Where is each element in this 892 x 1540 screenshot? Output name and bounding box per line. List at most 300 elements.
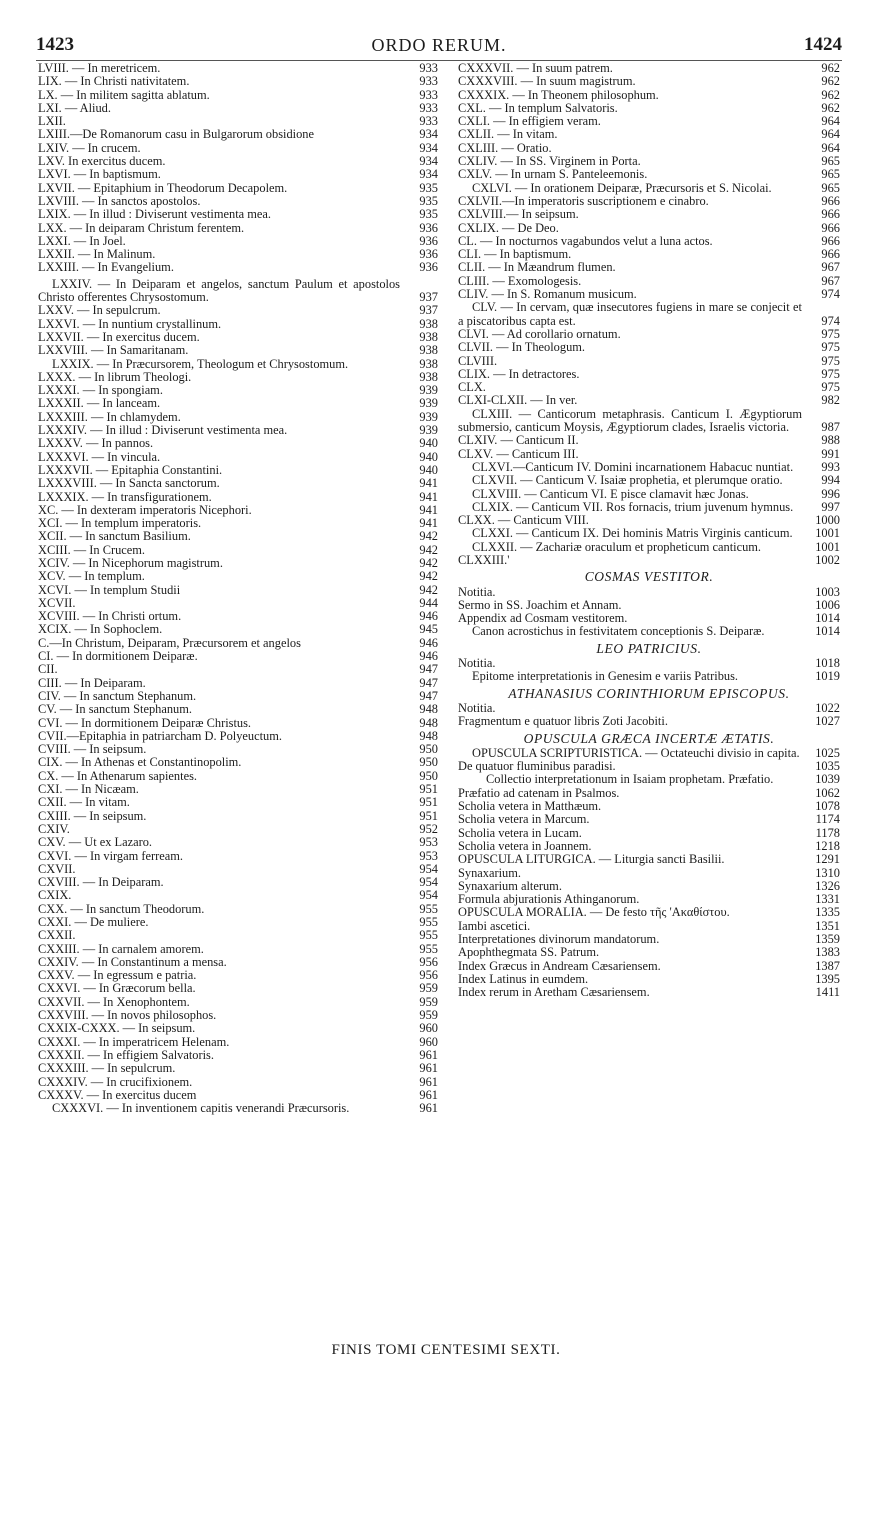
entry-page-number: 959 [419, 1008, 438, 1023]
entry-page-number: 1335 [815, 905, 840, 920]
entry-title: LXXVIII. — In Samaritanam. [38, 343, 189, 358]
entry-page-number: 975 [821, 353, 840, 368]
index-entry [38, 358, 438, 371]
entry-page-number: 954 [419, 875, 438, 890]
index-entry [458, 235, 840, 248]
entry-title: LXXIX. — In Præcursorem, Theologum et Chrysostomum. [52, 356, 349, 371]
index-entry [458, 155, 840, 168]
index-entry [38, 304, 438, 317]
entry-title: CLIX. — In detractores. [458, 366, 580, 381]
entry-page-number: 988 [821, 433, 840, 448]
index-entry [38, 89, 438, 102]
entry-title: C.—In Christum, Deiparam, Præcursorem et angelos [38, 635, 301, 650]
index-entry [38, 1022, 438, 1035]
entry-page-number: 955 [419, 941, 438, 956]
index-entry [458, 715, 840, 728]
index-entry [458, 341, 840, 354]
entry-page-number: 934 [419, 140, 438, 155]
entry-title: XCIX. — In Sophoclem. [38, 622, 163, 637]
entry-page-number: 1383 [815, 945, 840, 960]
entry-page-number: 933 [419, 74, 438, 89]
entry-page-number: 1078 [815, 799, 840, 814]
index-entry [38, 650, 438, 663]
entry-page-number: 961 [419, 1047, 438, 1062]
entry-title: CLX. [458, 380, 486, 395]
entry-title: LXXV. — In sepulcrum. [38, 303, 161, 318]
entry-title: LXVI. — In baptismum. [38, 167, 161, 182]
index-entry [458, 261, 840, 274]
entry-title: LXXXVI. — In vincula. [38, 449, 161, 464]
index-entry [38, 344, 438, 357]
entry-page-number: 955 [419, 915, 438, 929]
entry-page-number: 1411 [815, 985, 840, 1000]
entry-title: LXXVI. — In nuntium crystallinum. [38, 316, 222, 331]
index-entry [458, 657, 840, 670]
entry-page-number: 942 [419, 582, 438, 597]
entry-title: CLXXI. — Canticum IX. Dei hominis Matris Virginis canticum. [472, 526, 793, 541]
index-entry [38, 823, 438, 836]
index-entry [458, 501, 840, 514]
entry-page-number: 1291 [815, 852, 840, 867]
entry-page-number: 975 [821, 326, 840, 341]
entry-page-number: 1025 [815, 745, 840, 760]
entry-title: CXV. — Ut ex Lazaro. [38, 835, 153, 850]
entry-title: LXIV. — In crucem. [38, 140, 141, 155]
entry-title: CV. — In sanctum Stephanum. [38, 702, 192, 717]
index-entry [38, 677, 438, 690]
entry-title: LXXXI. — In spongiam. [38, 383, 163, 398]
entry-page-number: 1387 [815, 958, 840, 973]
entry-title: Scholia vetera in Matthæum. [458, 799, 602, 814]
entry-title: LXXXII. — In lanceam. [38, 396, 161, 411]
entry-page-number: 946 [419, 609, 438, 624]
index-entry [38, 182, 438, 195]
index-entry [38, 371, 438, 384]
section-heading: OPUSCULA GRÆCA INCERTÆ ÆTATIS. [523, 730, 775, 746]
page-header [36, 34, 842, 58]
index-entry [458, 906, 840, 919]
entry-page-number: 955 [419, 901, 438, 916]
entry-title: OPUSCULA LITURGICA. — Liturgia sancti Basilii. [458, 852, 725, 867]
entry-title: XCII. — In sanctum Basilium. [38, 529, 191, 544]
entry-page-number: 961 [419, 1087, 438, 1102]
entry-page-number: 951 [419, 782, 438, 797]
index-entry [458, 89, 840, 102]
entry-title: XCVII. [38, 595, 76, 610]
index-entry [458, 115, 840, 128]
entry-title: CXI. — In Nicæam. [38, 782, 139, 797]
entry-title: CXXXIV. — In crucifixionem. [38, 1074, 193, 1089]
index-entry [38, 756, 438, 769]
entry-title: Fragmentum e quatuor libris Zoti Jacobiti. [458, 714, 668, 729]
entry-page-number: 1039 [815, 772, 840, 787]
entry-title: LXXXIII. — In chlamydem. [38, 409, 181, 424]
entry-page-number: 956 [419, 968, 438, 983]
index-entry [38, 956, 438, 969]
entry-title: CLXVIII. — Canticum VI. E pisce clamavit hæc Jonas. [472, 486, 749, 501]
entry-title: LXXI. — In Joel. [38, 233, 126, 248]
entry-title: CLI. — In baptismum. [458, 247, 572, 262]
entry-page-number: 938 [419, 343, 438, 358]
entry-page-number: 1062 [815, 785, 840, 800]
entry-page-number: 1002 [815, 552, 840, 567]
entry-title: CXVII. [38, 861, 76, 876]
index-entry [458, 840, 840, 853]
entry-title: CXL. — In templum Salvatoris. [458, 100, 618, 115]
index-entry [38, 530, 438, 543]
index-entry [458, 288, 840, 301]
entry-title: CXIX. [38, 888, 72, 903]
entry-title: CLVIII. [458, 353, 498, 368]
entry-page-number: 966 [821, 207, 840, 222]
index-entry [38, 929, 438, 942]
index-entry [38, 318, 438, 331]
entry-title: CXXIII. — In carnalem amorem. [38, 941, 204, 956]
entry-title: XC. — In dexteram imperatoris Nicephori. [38, 502, 252, 517]
index-entry [38, 810, 438, 823]
entry-title: LXX. — In deiparam Christum ferentem. [38, 220, 245, 235]
entry-title: Scholia vetera in Lucam. [458, 825, 582, 840]
entry-page-number: 1218 [815, 838, 840, 853]
entry-page-number: 948 [419, 728, 438, 743]
index-entry [38, 597, 438, 610]
entry-title: LXII. [38, 114, 66, 129]
entry-title: CXIII. — In seipsum. [38, 808, 147, 823]
entry-page-number: 959 [419, 981, 438, 996]
entry-title: Notitia. [458, 584, 496, 599]
index-entry [38, 208, 438, 221]
entry-page-number: 962 [821, 61, 840, 75]
entry-title: CII. [38, 662, 58, 677]
index-entry [38, 102, 438, 115]
entry-title: Interpretationes divinorum mandatorum. [458, 932, 660, 946]
index-entry [38, 411, 438, 424]
entry-title: XCVIII. — In Christi ortum. [38, 609, 182, 624]
entry-page-number: 935 [419, 180, 438, 195]
entry-title: CXXVII. — In Xenophontem. [38, 994, 190, 1009]
index-entry [458, 62, 840, 75]
entry-title: CXVIII. — In Deiparam. [38, 875, 164, 890]
entry-page-number: 953 [419, 848, 438, 863]
entry-title: LXV. In exercitus ducem. [38, 154, 166, 169]
entry-title: LXXII. — In Malinum. [38, 247, 156, 262]
index-entry [458, 195, 840, 208]
entry-page-number: 934 [419, 127, 438, 142]
entry-page-number: 939 [419, 383, 438, 398]
index-entry [458, 461, 840, 474]
entry-page-number: 933 [419, 114, 438, 129]
entry-page-number: 940 [419, 436, 438, 451]
index-entry [38, 331, 438, 344]
entry-page-number: 938 [419, 316, 438, 331]
entry-title: LXXVII. — In exercitus ducem. [38, 329, 200, 344]
entry-page-number: 991 [821, 446, 840, 461]
entry-title: CLXXII. — Zachariæ oraculum et propheticum canticum. [472, 539, 762, 554]
entry-title: Canon acrostichus in festivitatem conceptionis S. Deiparæ. [472, 624, 765, 639]
entry-title: LVIII. — In meretricem. [38, 61, 161, 75]
entry-title: XCIV. — In Nicephorum magistrum. [38, 555, 223, 570]
entry-title: Index Græcus in Andream Cæsariensem. [458, 958, 661, 973]
entry-title: CXXVI. — In Græcorum bella. [38, 981, 196, 996]
entry-page-number: 967 [821, 260, 840, 275]
entry-title: De quatuor fluminibus paradisi. [458, 759, 616, 774]
entry-title: LIX. — In Christi nativitatem. [38, 74, 190, 89]
entry-title: Formula abjurationis Athinganorum. [458, 892, 640, 907]
colophon: FINIS TOMI CENTESIMI SEXTI. [331, 1342, 561, 1358]
entry-title: CXXII. [38, 928, 76, 943]
entry-title: Index Latinus in eumdem. [458, 971, 589, 986]
entry-title: CXII. — In vitam. [38, 795, 130, 810]
entry-page-number: 994 [821, 473, 840, 488]
entry-page-number: 1014 [815, 611, 840, 626]
entry-page-number: 954 [419, 861, 438, 876]
entry-page-number: 938 [419, 356, 438, 371]
entry-page-number: 935 [419, 207, 438, 222]
entry-page-number: 947 [419, 662, 438, 677]
index-entry [458, 986, 840, 999]
entry-page-number: 961 [419, 1061, 438, 1076]
index-entry [458, 142, 840, 155]
entry-title: CLII. — In Mæandrum flumen. [458, 260, 616, 275]
entry-page-number: 937 [419, 303, 438, 318]
index-entry [458, 208, 840, 221]
entry-title: CLXIV. — Canticum II. [458, 433, 579, 448]
entry-title: CXXXII. — In effigiem Salvatoris. [38, 1047, 214, 1062]
page-number-left: 1423 [36, 34, 74, 55]
index-entry [458, 920, 840, 933]
entry-page-number: 936 [419, 260, 438, 275]
entry-title: CLIII. — Exomologesis. [458, 273, 582, 288]
entry-page-number: 939 [419, 396, 438, 411]
index-entry [458, 408, 840, 435]
index-entry [458, 960, 840, 973]
index-entry [38, 384, 438, 397]
entry-title: CXXXVII. — In suum patrem. [458, 61, 613, 75]
entry-page-number: 965 [821, 167, 840, 182]
index-entry [458, 75, 840, 88]
entry-page-number: 965 [821, 154, 840, 169]
entry-page-number: 964 [821, 114, 840, 129]
entry-page-number: 939 [419, 409, 438, 424]
entry-title: CXXV. — In egressum e patria. [38, 968, 197, 983]
entry-page-number: 950 [419, 768, 438, 783]
index-entry [458, 514, 840, 527]
entry-title: CLV. — In cervam, quæ insecutores fugiens in mare se conjecit et a piscatoribus capta est. [458, 300, 802, 328]
entry-page-number: 987 [821, 420, 840, 435]
index-entry [38, 796, 438, 809]
entry-title: CXXIV. — In Constantinum a mensa. [38, 954, 227, 969]
entry-title: LXVII. — Epitaphium in Theodorum Decapolem. [38, 180, 288, 195]
index-entry [458, 853, 840, 866]
entry-title: CXLVII.—In imperatoris suscriptionem e cinabro. [458, 193, 709, 208]
entry-title: CXLII. — In vitam. [458, 127, 558, 142]
entry-page-number: 944 [419, 595, 438, 610]
index-entry [458, 800, 840, 813]
index-entry [38, 437, 438, 450]
entry-title: CIII. — In Deiparam. [38, 675, 146, 690]
entry-title: CIV. — In sanctum Stephanum. [38, 688, 197, 703]
entry-page-number: 940 [419, 449, 438, 464]
entry-page-number: 945 [419, 622, 438, 637]
index-entry [38, 557, 438, 570]
entry-page-number: 937 [419, 290, 438, 305]
index-entry [38, 1089, 438, 1102]
entry-title: Scholia vetera in Joannem. [458, 838, 592, 853]
index-entry [38, 142, 438, 155]
entry-page-number: 950 [419, 755, 438, 770]
entry-page-number: 948 [419, 715, 438, 730]
entry-title: CXLI. — In effigiem veram. [458, 114, 601, 129]
index-entry [38, 889, 438, 902]
index-entry [458, 625, 840, 638]
index-entry [38, 1009, 438, 1022]
entry-title: LXVIII. — In sanctos apostolos. [38, 193, 201, 208]
index-entry [458, 355, 840, 368]
entry-page-number: 933 [419, 100, 438, 115]
entry-page-number: 1395 [815, 971, 840, 986]
entry-title: CXLVIII.— In seipsum. [458, 207, 579, 222]
index-entry [38, 903, 438, 916]
entry-title: CXLIX. — De Deo. [458, 220, 559, 235]
entry-title: CXIV. [38, 821, 70, 836]
entry-title: Index rerum in Aretham Cæsariensem. [458, 985, 650, 1000]
entry-title: LXXXV. — In pannos. [38, 436, 154, 451]
entry-page-number: 933 [419, 61, 438, 75]
index-entry [458, 328, 840, 341]
entry-title: Epitome interpretationis in Genesim e variis Patribus. [472, 669, 738, 684]
entry-title: CLVII. — In Theologum. [458, 340, 585, 355]
entry-title: CXXXI. — In imperatricem Helenam. [38, 1034, 230, 1049]
entry-page-number: 950 [419, 742, 438, 757]
entry-title: Synaxarium. [458, 865, 521, 880]
entry-page-number: 1003 [815, 584, 840, 599]
entry-page-number: 997 [821, 499, 840, 514]
entry-title: CLXVII. — Canticum V. Isaiæ prophetia, et plerumque oratio. [472, 473, 783, 488]
entry-page-number: 941 [419, 502, 438, 517]
section-heading: ATHANASIUS CORINTHIORUM EPISCOPUS. [508, 685, 790, 701]
index-entry [38, 517, 438, 530]
index-entry [458, 773, 840, 786]
index-entry [38, 477, 438, 490]
index-entry [38, 261, 438, 274]
entry-page-number: 956 [419, 954, 438, 969]
entry-page-number: 964 [821, 140, 840, 155]
index-entry [38, 783, 438, 796]
entry-title: CLIV. — In S. Romanum musicum. [458, 287, 637, 302]
entry-title: XCV. — In templum. [38, 569, 145, 584]
index-entry [458, 474, 840, 487]
index-entry [458, 394, 840, 407]
entry-page-number: 993 [821, 459, 840, 474]
entry-page-number: 1019 [815, 669, 840, 684]
entry-title: LXXIV. — In Deiparam et angelos, sanctum Paulum et apostolos Christo offerentes Chrysostomum. [38, 276, 400, 305]
entry-title: CX. — In Athenarum sapientes. [38, 768, 197, 783]
index-entry [38, 1049, 438, 1062]
entry-page-number: 938 [419, 369, 438, 384]
entry-page-number: 1018 [815, 656, 840, 671]
entry-page-number: 1326 [815, 878, 840, 893]
entry-title: CXLIV. — In SS. Virginem in Porta. [458, 154, 641, 169]
entry-page-number: 960 [419, 1034, 438, 1049]
index-entry [458, 248, 840, 261]
entry-page-number: 966 [821, 247, 840, 262]
entry-title: CXXVIII. — In novos philosophos. [38, 1008, 217, 1023]
entry-page-number: 967 [821, 273, 840, 288]
entry-page-number: 961 [419, 1074, 438, 1089]
index-entry [38, 584, 438, 597]
entry-title: CLXXIII.' [458, 552, 510, 567]
entry-title: Notitia. [458, 700, 496, 715]
entry-page-number: 1001 [815, 526, 840, 541]
entry-page-number: 1006 [815, 597, 840, 612]
index-entry [458, 128, 840, 141]
index-entry [38, 504, 438, 517]
index-entry [458, 448, 840, 461]
entry-page-number: 974 [821, 313, 840, 328]
index-entry [458, 702, 840, 715]
index-entry [458, 434, 840, 447]
entry-page-number: 936 [419, 220, 438, 235]
entry-page-number: 955 [419, 928, 438, 943]
index-entry [38, 916, 438, 929]
entry-title: CI. — In dormitionem Deiparæ. [38, 649, 198, 664]
index-entry [38, 610, 438, 623]
entry-title: CXVI. — In virgam ferream. [38, 848, 183, 863]
entry-title: CXXXV. — In exercitus ducem [38, 1087, 197, 1102]
running-title: ORDO RERUM. [371, 35, 507, 55]
index-entry [38, 623, 438, 636]
index-entry [458, 541, 840, 554]
entry-title: XCIII. — In Crucem. [38, 542, 146, 557]
entry-page-number: 1310 [815, 865, 840, 880]
entry-page-number: 947 [419, 675, 438, 690]
entry-page-number: 996 [821, 486, 840, 501]
entry-page-number: 1178 [815, 825, 840, 840]
index-entry [38, 464, 438, 477]
entry-title: LXIII.—De Romanorum casu in Bulgarorum obsidione [38, 127, 314, 142]
index-entry [458, 182, 840, 195]
index-entry [458, 488, 840, 501]
entry-title: Præfatio ad catenam in Psalmos. [458, 785, 620, 800]
entry-page-number: 1027 [815, 714, 840, 729]
index-entry [38, 168, 438, 181]
index-entry [38, 1036, 438, 1049]
entry-title: CXX. — In sanctum Theodorum. [38, 901, 205, 916]
index-entry [38, 248, 438, 261]
entry-title: LXI. — Aliud. [38, 100, 111, 115]
entry-title: CXLIII. — Oratio. [458, 140, 552, 155]
entry-title: LXXX. — In librum Theologi. [38, 369, 192, 384]
index-entry [38, 876, 438, 889]
entry-title: Sermo in SS. Joachim et Annam. [458, 597, 622, 612]
entry-title: CLXX. — Canticum VIII. [458, 513, 589, 528]
entry-page-number: 936 [419, 247, 438, 262]
index-entry [38, 982, 438, 995]
entry-title: XCI. — In templum imperatoris. [38, 516, 202, 531]
index-entry [458, 973, 840, 986]
index-entry [458, 747, 840, 760]
index-entry [458, 368, 840, 381]
right-column [458, 62, 840, 999]
entry-page-number: 1001 [815, 539, 840, 554]
index-entry [458, 612, 840, 625]
entry-title: Notitia. [458, 656, 496, 671]
entry-page-number: 934 [419, 154, 438, 169]
index-entry [38, 943, 438, 956]
entry-title: CLVI. — Ad corollario ornatum. [458, 326, 621, 341]
entry-page-number: 960 [419, 1021, 438, 1036]
entry-page-number: 941 [419, 489, 438, 504]
